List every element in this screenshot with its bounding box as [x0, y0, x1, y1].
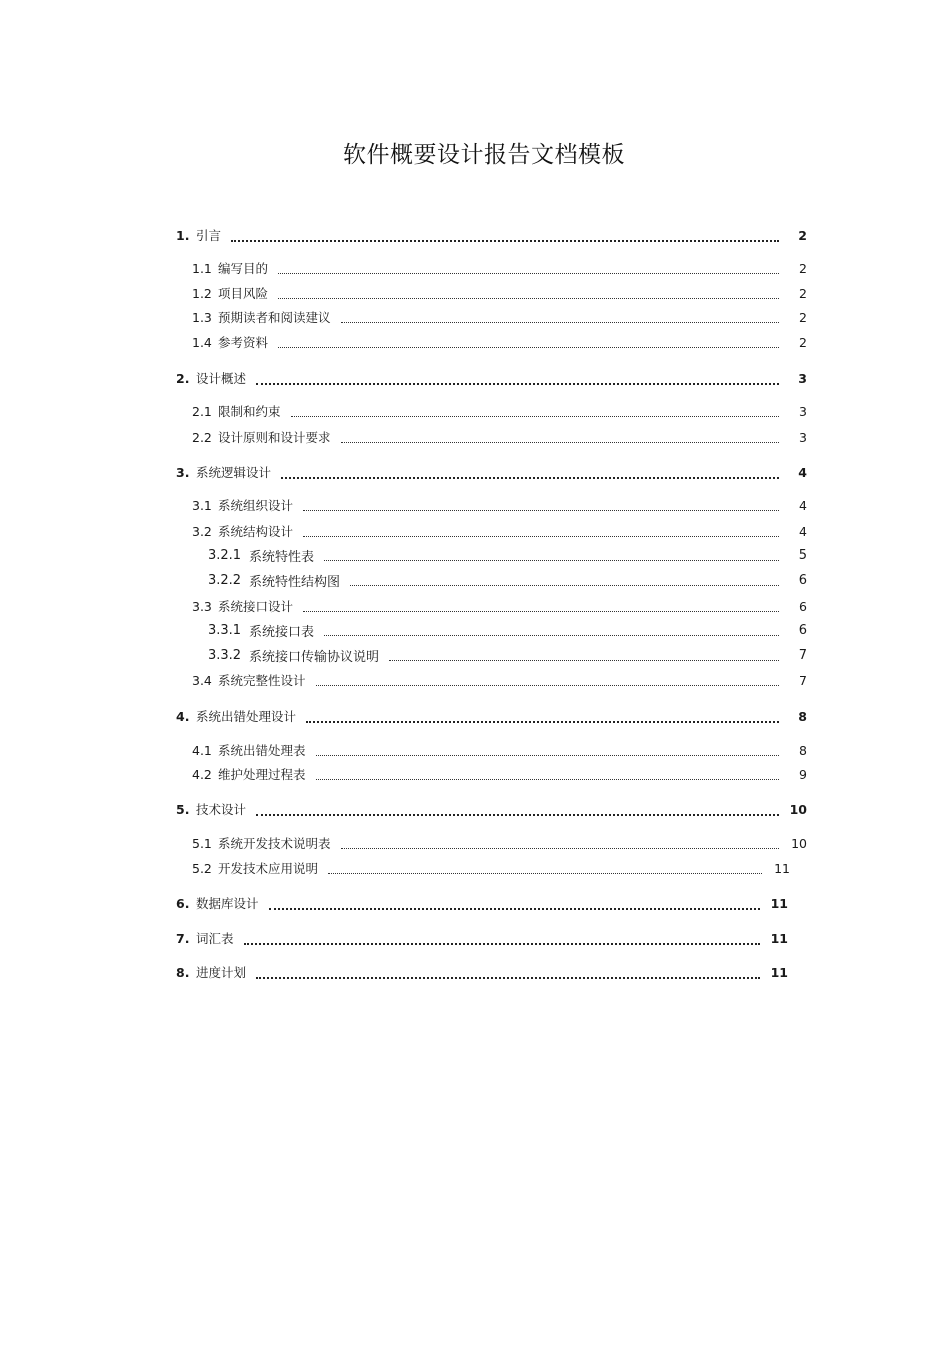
toc-page: 8 [798, 708, 807, 724]
toc-leader [341, 847, 779, 849]
toc-number: 3.1 [192, 497, 212, 513]
toc-label: 参考资料 [218, 335, 269, 350]
toc-leader [303, 535, 779, 537]
toc-number: 1.4 [192, 334, 212, 350]
toc-leader [316, 684, 779, 686]
toc-number: 3.3.1 [208, 622, 242, 638]
toc-page: 4 [799, 497, 807, 513]
toc-leader [303, 610, 779, 612]
toc-entry-3-2-2[interactable] [208, 570, 807, 590]
toc-entry-3-4[interactable] [192, 670, 807, 690]
toc-number: 3.3.2 [208, 647, 242, 663]
toc-entry-2-1[interactable] [192, 401, 807, 421]
toc-leader [278, 272, 779, 274]
toc-label: 设计原则和设计要求 [218, 430, 331, 445]
toc-label: 系统完整性设计 [218, 673, 306, 688]
toc-leader [291, 415, 779, 417]
toc-number: 4. [176, 708, 190, 724]
toc-label: 词汇表 [196, 931, 234, 946]
toc-entry-1-1[interactable] [192, 258, 807, 278]
toc-entry-5-2[interactable] [192, 858, 790, 878]
toc-entry-4-2[interactable] [192, 764, 807, 784]
toc-leader [256, 813, 779, 816]
toc-page: 3 [799, 429, 807, 445]
toc-number: 7. [176, 930, 190, 946]
toc-label: 开发技术应用说明 [218, 861, 319, 876]
toc-page: 2 [799, 309, 807, 325]
toc-entry-7[interactable] [176, 928, 788, 948]
toc-number: 6. [176, 895, 190, 911]
toc-page: 4 [799, 523, 807, 539]
toc-leader [278, 297, 779, 299]
toc-label: 限制和约束 [218, 404, 281, 419]
toc-number: 1.3 [192, 309, 212, 325]
toc-label: 技术设计 [196, 802, 247, 817]
toc-label: 系统出错处理表 [218, 743, 306, 758]
toc-leader [316, 778, 779, 780]
toc-entry-3-1[interactable] [192, 495, 807, 515]
toc-page: 10 [789, 801, 807, 817]
toc-leader [256, 976, 760, 979]
toc-entry-2-2[interactable] [192, 427, 807, 447]
toc-page: 11 [770, 964, 788, 980]
toc-label: 设计概述 [196, 371, 247, 386]
toc-entry-3-3[interactable] [192, 596, 807, 616]
toc-page: 6 [798, 622, 807, 638]
toc-leader [244, 942, 760, 945]
toc-page: 3 [799, 403, 807, 419]
toc-label: 系统接口传输协议说明 [249, 649, 380, 665]
toc-leader [341, 441, 779, 443]
toc-page: 7 [799, 672, 807, 688]
toc-leader [324, 559, 779, 561]
toc-label: 系统结构设计 [218, 524, 294, 539]
toc-entry-4[interactable] [176, 706, 807, 726]
toc-label: 系统组织设计 [218, 498, 294, 513]
toc-page: 5 [798, 547, 807, 563]
toc-page: 6 [798, 572, 807, 588]
toc-leader [306, 720, 779, 723]
toc-entry-1-4[interactable] [192, 332, 807, 352]
toc-leader [316, 754, 779, 756]
toc-number: 3.2.2 [208, 572, 242, 588]
toc-label: 系统逻辑设计 [196, 465, 272, 480]
toc-label: 数据库设计 [196, 896, 259, 911]
toc-leader [231, 239, 779, 242]
toc-page: 10 [791, 835, 807, 851]
toc-label: 项目风险 [218, 286, 269, 301]
toc-page: 11 [770, 895, 788, 911]
toc-entry-4-1[interactable] [192, 740, 807, 760]
toc-entry-3-3-1[interactable] [208, 620, 807, 640]
toc-entry-1[interactable] [176, 225, 807, 245]
toc-label: 系统特性结构图 [249, 574, 341, 590]
toc-leader [303, 509, 779, 511]
toc-leader [269, 907, 760, 910]
toc-leader [281, 476, 779, 479]
toc-number: 1.1 [192, 260, 212, 276]
toc-leader [341, 321, 779, 323]
toc-number: 5.1 [192, 835, 212, 851]
toc-number: 3.3 [192, 598, 212, 614]
toc-page: 9 [799, 766, 807, 782]
toc-label: 系统出错处理设计 [196, 709, 297, 724]
toc-leader [350, 584, 779, 586]
toc-entry-5-1[interactable] [192, 833, 807, 853]
toc-entry-8[interactable] [176, 962, 788, 982]
toc-entry-3[interactable] [176, 462, 807, 482]
toc-entry-3-2-1[interactable] [208, 545, 807, 565]
toc-number: 4.2 [192, 766, 212, 782]
toc-leader [328, 872, 762, 874]
toc-entry-3-2[interactable] [192, 521, 807, 541]
toc-entry-5[interactable] [176, 799, 807, 819]
toc-number: 2.2 [192, 429, 212, 445]
toc-page: 2 [799, 260, 807, 276]
toc-number: 3.4 [192, 672, 212, 688]
toc-entry-1-3[interactable] [192, 307, 807, 327]
toc-leader [256, 382, 779, 385]
toc-number: 1. [176, 227, 190, 243]
toc-number: 4.1 [192, 742, 212, 758]
toc-label: 引言 [196, 228, 222, 243]
toc-number: 2. [176, 370, 190, 386]
toc-number: 1.2 [192, 285, 212, 301]
toc-number: 3.2.1 [208, 547, 242, 563]
toc-leader [389, 659, 779, 661]
toc-entry-6[interactable] [176, 893, 788, 913]
toc-page: 8 [799, 742, 807, 758]
toc-leader [278, 346, 779, 348]
toc-label: 系统开发技术说明表 [218, 836, 331, 851]
toc-page: 6 [799, 598, 807, 614]
toc-entry-1-2[interactable] [192, 283, 807, 303]
toc-page: 11 [770, 930, 788, 946]
toc-number: 3.2 [192, 523, 212, 539]
toc-label: 预期读者和阅读建议 [218, 310, 331, 325]
toc-page: 3 [798, 370, 807, 386]
toc-page: 7 [798, 647, 807, 663]
toc-label: 维护处理过程表 [218, 767, 306, 782]
toc-page: 4 [798, 464, 807, 480]
toc-number: 3. [176, 464, 190, 480]
toc-number: 8. [176, 964, 190, 980]
toc-entry-2[interactable] [176, 368, 807, 388]
toc-page: 11 [774, 860, 790, 876]
toc-number: 2.1 [192, 403, 212, 419]
toc-number: 5.2 [192, 860, 212, 876]
toc-page: 2 [799, 334, 807, 350]
toc-label: 系统接口设计 [218, 599, 294, 614]
toc-label: 进度计划 [196, 965, 247, 980]
toc-page: 2 [799, 285, 807, 301]
toc-leader [324, 634, 779, 636]
toc-page: 2 [798, 227, 807, 243]
toc-number: 5. [176, 801, 190, 817]
toc-label: 系统接口表 [249, 624, 315, 640]
toc-label: 编写目的 [218, 261, 269, 276]
toc-entry-3-3-2[interactable] [208, 645, 807, 665]
page-title: 软件概要设计报告文档模板 [343, 142, 625, 168]
toc-label: 系统特性表 [249, 549, 315, 565]
